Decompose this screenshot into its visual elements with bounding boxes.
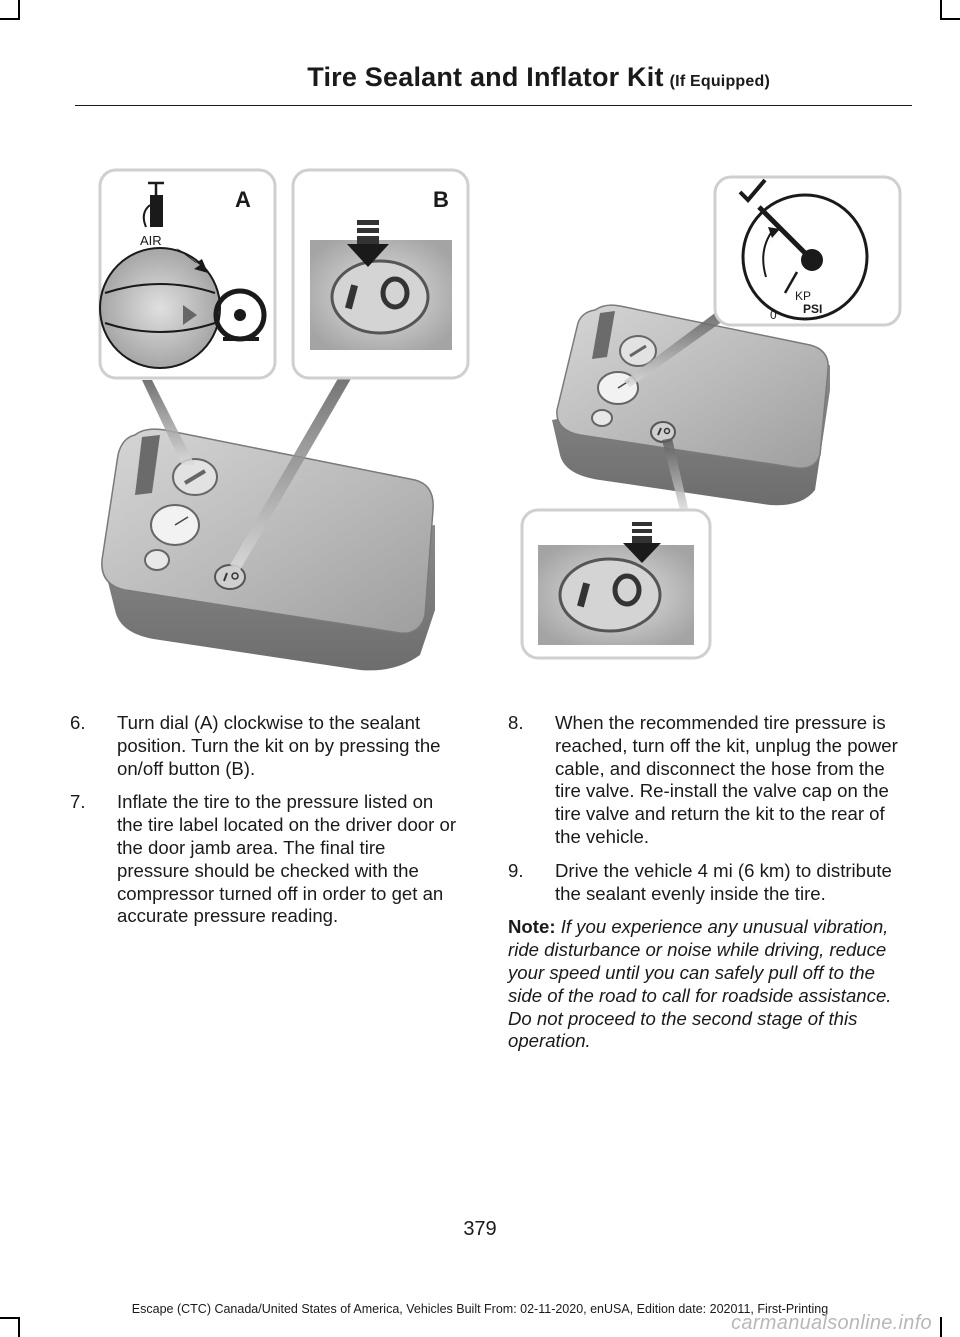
step-text: When the recommended tire pressure is reached, turn off the kit, unplug the power cable, and disconnect the hose from the tire valve. Re-install the valve cap on the tire valve and return the kit to the rear of the vehicle.	[555, 712, 898, 847]
gauge-zero: 0	[770, 308, 777, 322]
air-label: AIR	[140, 233, 162, 248]
gauge-psi: PSI	[803, 302, 823, 316]
callout-a-letter: A	[235, 187, 251, 212]
step-7	[70, 791, 462, 928]
header-divider	[75, 105, 912, 106]
instructions-left-column	[70, 712, 462, 939]
gauge-kp: KP	[795, 289, 812, 303]
step-number: 9.	[508, 859, 524, 881]
note-block	[508, 916, 900, 1053]
step-6	[70, 712, 462, 780]
step-text: Turn dial (A) clockwise to the sealant position. Turn the kit on by pressing the on/off button (B).	[117, 712, 441, 779]
step-text: Inflate the tire to the pressure listed on the tire label located on the driver door or the door jamb area. The final tire pressure should be checked with the compressor turned off in order to get an accurate pressure reading.	[117, 791, 457, 927]
crop-mark-bottom-right	[940, 1317, 942, 1337]
note-text: If you experience any unusual vibration, ride disturbance or noise while driving, reduce your speed until you can safely pull off to the side of the road to call for roadside assistance. Do not proceed to the second stage of this operation.	[508, 916, 892, 1052]
watermark: carmanualsonline.info	[731, 1312, 932, 1334]
callout-b-button	[293, 170, 468, 378]
step-number: 8.	[508, 712, 524, 733]
inflator-kit-illustration	[90, 165, 910, 685]
crop-mark-top-left	[18, 0, 20, 20]
callout-gauge	[715, 177, 900, 325]
step-8	[508, 712, 900, 849]
crop-mark-top-right	[940, 0, 942, 20]
page-title	[307, 62, 770, 93]
footer-text: Escape (CTC) Canada/United States of America, Vehicles Built From: 02-11-2020, enUSA, Edition date: 202011, First-Printing	[131, 1302, 829, 1316]
step-text: Drive the vehicle 4 mi (6 km) to distribute the sealant evenly inside the tire.	[555, 859, 892, 904]
kit-left	[102, 429, 435, 670]
crop-mark-bottom-left-h	[0, 1317, 20, 1319]
step-number: 7.	[70, 791, 86, 813]
step-9	[508, 860, 900, 906]
crop-mark-top-left-h	[0, 18, 20, 20]
callout-a-dial	[100, 170, 275, 378]
page-number: 379	[463, 1218, 497, 1240]
callout-button-bottom	[522, 510, 710, 658]
page-title-subtitle: (If Equipped)	[669, 73, 770, 90]
page-title-main: Tire Sealant and Inflator Kit	[307, 62, 664, 92]
callout-b-letter: B	[433, 187, 449, 212]
note-label: Note:	[508, 916, 556, 938]
crop-mark-bottom-left	[18, 1317, 20, 1337]
step-number: 6.	[70, 712, 86, 733]
crop-mark-top-right-h	[940, 18, 960, 20]
instructions-right-column	[508, 712, 900, 1053]
